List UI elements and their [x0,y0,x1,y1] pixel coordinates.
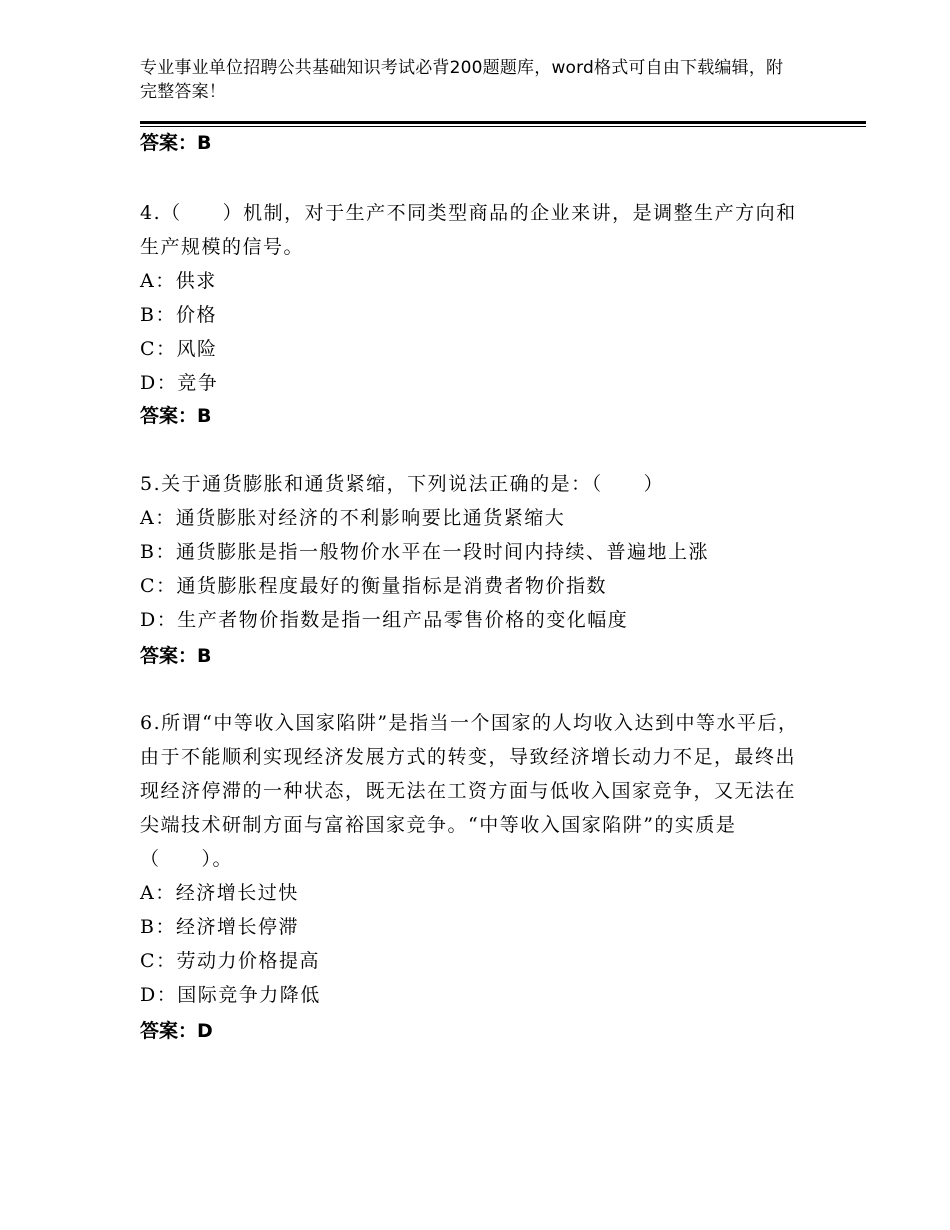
prev-answer: 答案：B [140,132,212,154]
question-stem: 4.（ ）机制，对于生产不同类型商品的企业来讲，是调整生产方向和生产规模的信号。 [140,202,797,258]
question-stem: 6.所谓“中等收入国家陷阱”是指当一个国家的人均收入达到中等水平后，由于不能顺利实现经济发展方式的转变，导致经济增长动力不足，最终出现经济停滞的一种状态，既无法在工资方面与低收入国家竞争，又无法在尖端技术研制方面与富裕国家竞争。“中等收入国家陷阱”的实质是（ ）。 [140,712,799,870]
answer-4: 答案：B [140,405,212,427]
question-4 [140,196,800,400]
option-c: C：劳动力价格提高 [140,950,321,972]
option-b: B：价格 [140,304,217,326]
option-a: A：供求 [140,270,217,292]
question-6 [140,706,800,1012]
header-rule-thin [140,126,866,127]
header-rule-thick [140,121,866,124]
option-b: B：经济增长停滞 [140,916,299,938]
option-b: B：通货膨胀是指一般物价水平在一段时间内持续、普遍地上涨 [140,541,709,563]
option-d: D：竞争 [140,372,219,394]
option-c: C：风险 [140,338,218,360]
option-a: A：经济增长过快 [140,882,299,904]
option-a: A：通货膨胀对经济的不利影响要比通货紧缩大 [140,507,566,529]
question-5 [140,467,800,637]
question-stem: 5.关于通货膨胀和通货紧缩，下列说法正确的是：（ ） [140,473,665,495]
option-c: C：通货膨胀程度最好的衡量指标是消费者物价指数 [140,575,608,597]
answer-6: 答案：D [140,1020,213,1042]
option-d: D：国际竞争力降低 [140,984,321,1006]
answer-5: 答案：B [140,645,212,667]
page-header: 专业事业单位招聘公共基础知识考试必背200题题库，word格式可自由下载编辑，附完整答案！ [140,58,784,102]
option-d: D：生产者物价指数是指一组产品零售价格的变化幅度 [140,609,629,631]
